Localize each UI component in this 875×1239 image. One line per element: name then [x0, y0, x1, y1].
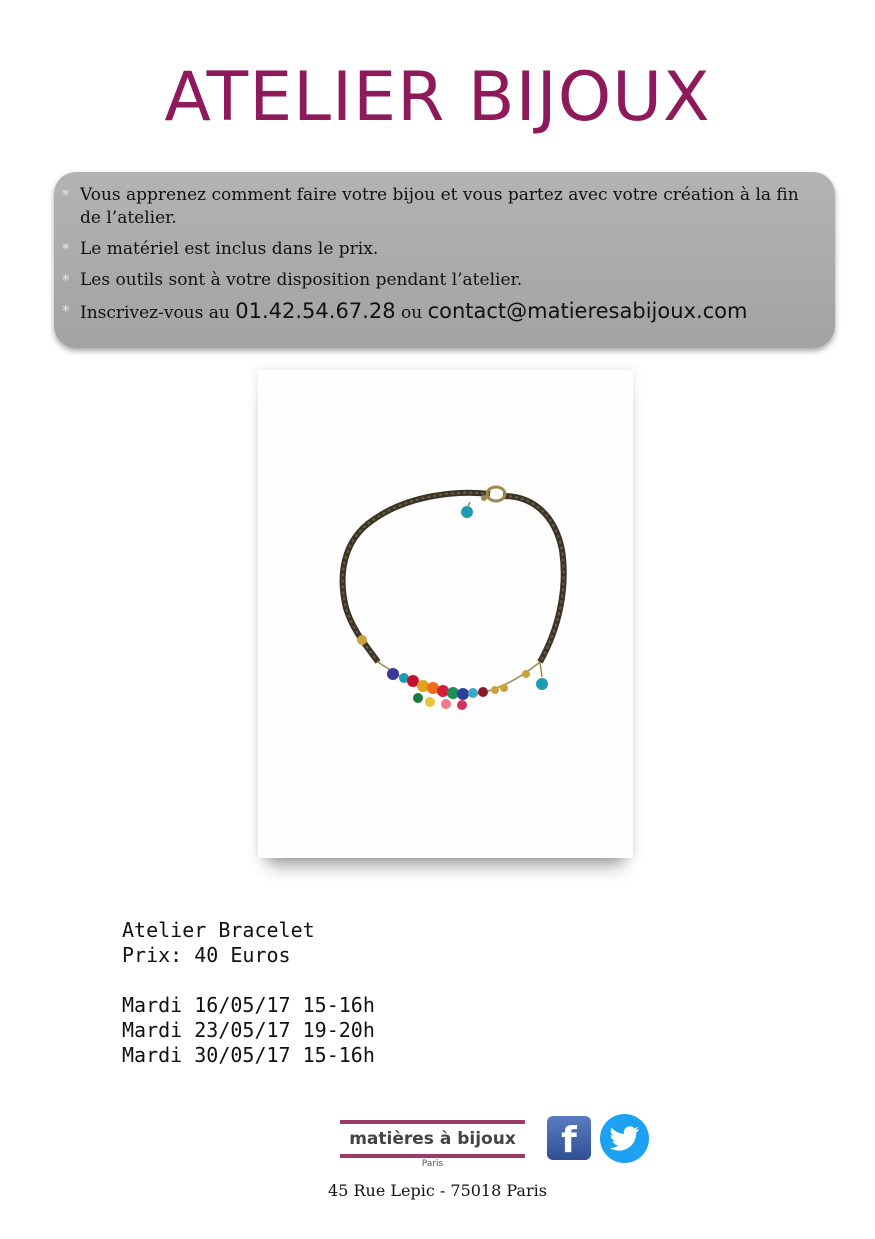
email-link[interactable]: contact@matieresabijoux.com	[427, 299, 748, 323]
spacer	[122, 968, 375, 993]
brand-logo[interactable]	[340, 1118, 525, 1173]
session-date: Mardi 23/05/17 19-20h	[122, 1018, 375, 1042]
bracelet-photo	[258, 370, 633, 858]
logo-bar	[340, 1120, 525, 1124]
brand-name: matières à bijoux	[349, 1129, 516, 1149]
asterisk-icon: *	[62, 240, 70, 258]
asterisk-icon: *	[62, 271, 70, 289]
info-list	[62, 184, 819, 325]
logo-bar	[340, 1154, 525, 1158]
info-box	[54, 172, 835, 348]
twitter-icon[interactable]	[600, 1114, 649, 1163]
brand-city: Paris	[421, 1159, 444, 1169]
twitter-bird-icon	[610, 1126, 640, 1151]
contact-prefix: Inscrivez-vous au	[80, 303, 236, 323]
page-title: ATELIER BIJOUX	[164, 58, 711, 137]
asterisk-icon: *	[62, 302, 70, 320]
session-date: Mardi 30/05/17 15-16h	[122, 1043, 375, 1067]
workshop-details	[122, 918, 375, 1068]
workshop-name: Atelier Bracelet	[122, 918, 315, 942]
info-item-text: Le matériel est inclus dans le prix.	[80, 239, 379, 259]
workshop-price: Prix: 40 Euros	[122, 943, 291, 967]
bracelet-illustration	[258, 370, 633, 858]
session-date: Mardi 16/05/17 15-16h	[122, 993, 375, 1017]
info-item-text: Les outils sont à votre disposition pendant l’atelier.	[80, 270, 523, 290]
info-item-text: Vous apprenez comment faire votre bijou et vous partez avec votre création à la fin de l’atelier.	[80, 185, 799, 228]
contact-middle: ou	[395, 303, 428, 323]
address: 45 Rue Lepic - 75018 Paris	[328, 1181, 547, 1200]
facebook-icon[interactable]: f	[547, 1116, 591, 1160]
contact-item	[62, 300, 819, 325]
info-item	[62, 238, 819, 261]
phone-number[interactable]: 01.42.54.67.28	[235, 299, 396, 323]
asterisk-icon: *	[62, 186, 70, 204]
info-item	[62, 269, 819, 292]
info-item	[62, 184, 819, 230]
